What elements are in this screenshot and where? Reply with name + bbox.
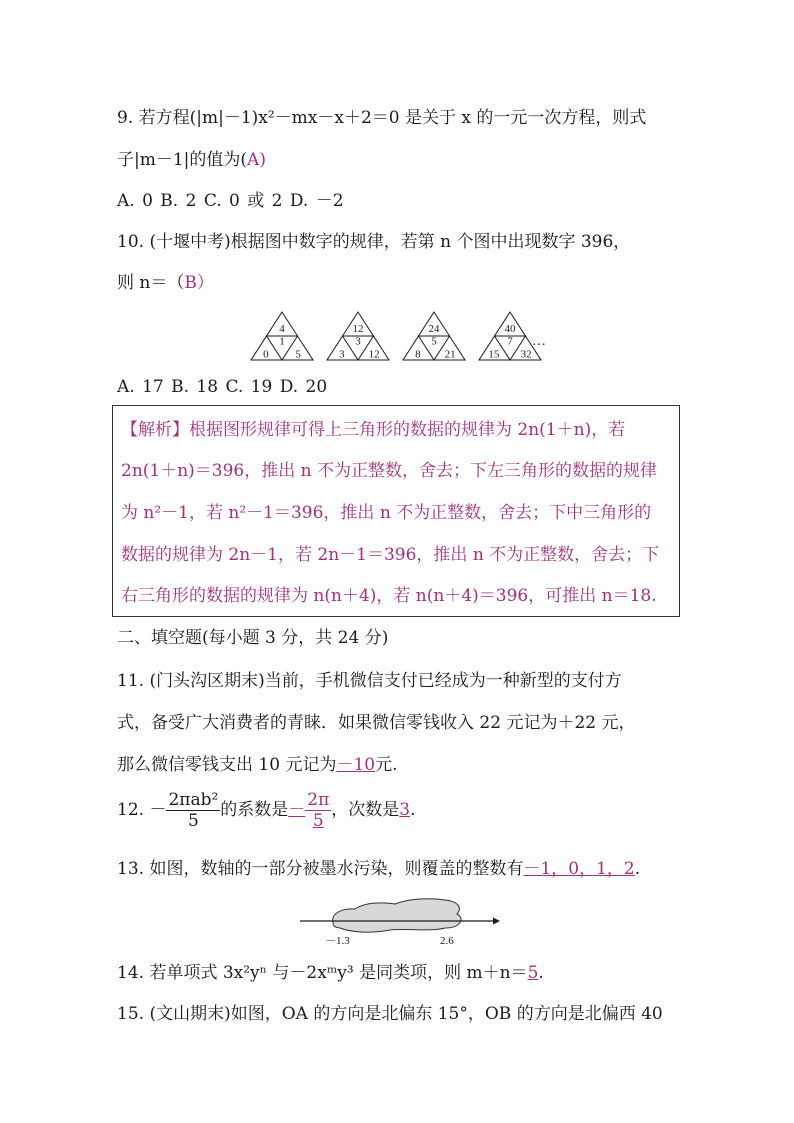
q15-line1: 15. (文山期末)如图，OA 的方向是北偏东 15°，OB 的方向是北偏西 40 bbox=[117, 1004, 663, 1024]
q10-line1: 10. (十堰中考)根据图中数字的规律，若第 n 个图中出现数字 396， bbox=[117, 232, 631, 252]
q11-line1: 11. (门头沟区期末)当前，手机微信支付已经成为一种新型的支付方 bbox=[117, 671, 622, 691]
q12-ans-sign: － bbox=[288, 800, 306, 820]
triangle-number-mid: 1 bbox=[279, 335, 285, 348]
axis-label-left: －1.3 bbox=[325, 935, 350, 947]
q10-ellipsis: … bbox=[532, 334, 546, 349]
q13-line bbox=[117, 858, 640, 880]
q11-line3-prefix: 那么微信零钱支出 10 元记为 bbox=[117, 755, 337, 775]
triangle-number-left: 8 bbox=[415, 348, 421, 361]
triangle-number-mid: 7 bbox=[507, 335, 513, 348]
q13-answer: －1，0，1，2 bbox=[523, 859, 635, 879]
triangle-number-top: 40 bbox=[504, 323, 516, 336]
q10-line2-prefix: 则 n＝（ bbox=[117, 273, 185, 293]
triangle-number-right: 32 bbox=[520, 348, 532, 361]
q12-prefix: 12. － bbox=[117, 800, 167, 820]
q14-suffix: . bbox=[538, 963, 544, 983]
analysis-box bbox=[112, 405, 680, 617]
triangle-figure-1 bbox=[251, 312, 313, 361]
triangle-number-mid: 3 bbox=[355, 335, 361, 348]
axis-label-right: 2.6 bbox=[440, 935, 454, 947]
triangle-number-right: 5 bbox=[295, 348, 301, 361]
section-heading: 二、填空题(每小题 3 分，共 24 分) bbox=[117, 628, 389, 648]
triangle-number-top: 12 bbox=[352, 323, 364, 336]
q10-triangles-figure bbox=[245, 308, 565, 368]
q12-frac-den: 5 bbox=[187, 811, 199, 831]
q13-prefix: 13. 如图，数轴的一部分被墨水污染，则覆盖的整数有 bbox=[117, 859, 524, 879]
q12-mid2: ，次数是 bbox=[331, 800, 400, 820]
q12-suffix: . bbox=[410, 800, 416, 820]
q9-line2-prefix: 子|m－1|的值为( bbox=[117, 150, 248, 170]
q12-line bbox=[117, 790, 416, 831]
q12-ans-fraction bbox=[305, 790, 331, 831]
q12-ans2: 3 bbox=[399, 800, 411, 820]
triangle-number-left: 15 bbox=[488, 348, 500, 361]
q12-ans-num: 2π bbox=[307, 790, 330, 810]
analysis-line-3: 为 n²－1，若 n²－1＝396，推出 n 不为正整数，舍去；下中三角形的 bbox=[121, 503, 652, 523]
q9-options: A. 0 B. 2 C. 0 或 2 D. －2 bbox=[117, 191, 344, 211]
q9-line1: 9. 若方程(|m|－1)x²－mx－x＋2＝0 是关于 x 的一元一次方程，则式 bbox=[117, 108, 647, 128]
triangle-number-left: 3 bbox=[339, 348, 345, 361]
analysis-line-5: 右三角形的数据的规律为 n(n＋4)，若 n(n＋4)＝396，可推出 n＝18. bbox=[121, 586, 657, 606]
number-line-figure bbox=[295, 892, 505, 947]
axis-arrow bbox=[493, 918, 500, 925]
q14-answer: 5 bbox=[527, 963, 539, 983]
q12-fraction bbox=[166, 790, 220, 831]
triangle-figure-2 bbox=[327, 312, 389, 361]
triangle-number-top: 4 bbox=[279, 323, 285, 336]
q12-ans-den: 5 bbox=[312, 811, 324, 831]
triangle-figure-3 bbox=[403, 312, 465, 361]
triangle-number-top: 24 bbox=[428, 323, 440, 336]
q14-line bbox=[117, 962, 544, 984]
q11-line2: 式，备受广大消费者的青睐．如果微信零钱收入 22 元记为＋22 元， bbox=[117, 713, 636, 733]
q10-line2 bbox=[117, 272, 214, 294]
q14-prefix: 14. 若单项式 3x²yⁿ 与－2xᵐy³ 是同类项，则 m＋n＝ bbox=[117, 963, 528, 983]
analysis-line-2: 2n(1＋n)＝396，推出 n 不为正整数，舍去；下左三角形的数据的规律 bbox=[121, 461, 657, 481]
analysis-line-1: 【解析】根据图形规律可得上三角形的数据的规律为 2n(1＋n)，若 bbox=[121, 420, 626, 440]
q9-answer: A bbox=[247, 150, 260, 170]
q12-frac-num: 2πab² bbox=[168, 790, 219, 810]
q10-answer: B bbox=[184, 273, 197, 293]
q12-mid: 的系数是 bbox=[220, 800, 289, 820]
q9-line2 bbox=[117, 149, 266, 171]
q11-line3 bbox=[117, 754, 398, 776]
analysis-line-4: 数据的规律为 2n－1，若 2n－1＝396，推出 n 不为正整数，舍去；下 bbox=[121, 545, 660, 565]
q10-line2-suffix: ） bbox=[196, 273, 214, 293]
triangle-number-left: 0 bbox=[263, 348, 269, 361]
triangle-number-mid: 5 bbox=[431, 335, 437, 348]
q11-answer: －10 bbox=[336, 755, 376, 775]
triangle-number-right: 12 bbox=[368, 348, 380, 361]
q13-suffix: . bbox=[634, 859, 641, 879]
q9-line2-suffix: ) bbox=[259, 150, 266, 170]
q10-options: A. 17 B. 18 C. 19 D. 20 bbox=[117, 377, 328, 397]
q11-line3-suffix: 元. bbox=[375, 755, 398, 775]
ink-blot bbox=[333, 899, 461, 932]
triangle-number-right: 21 bbox=[444, 348, 456, 361]
